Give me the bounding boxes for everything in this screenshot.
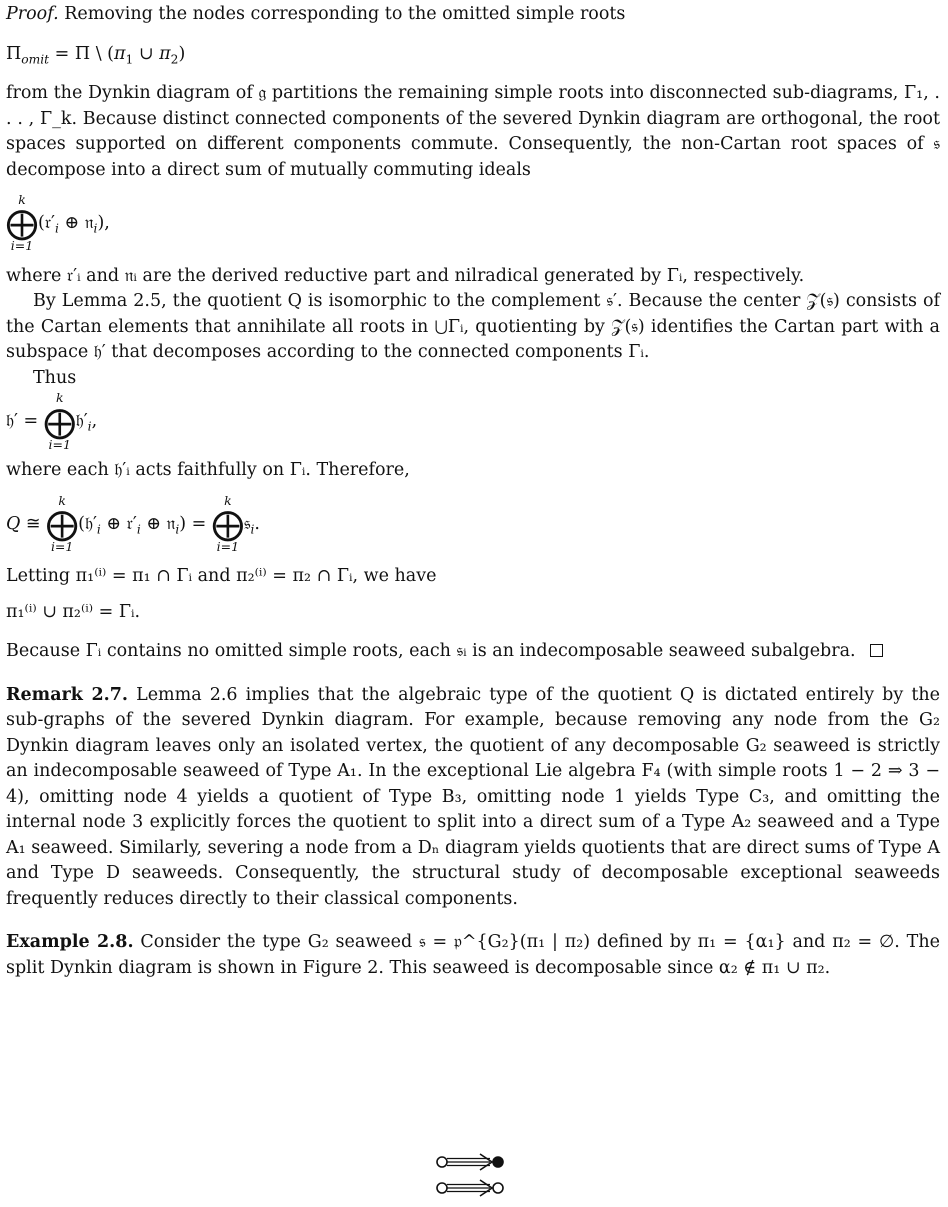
- example-label: Example 2.8.: [6, 932, 134, 953]
- proof-thus: Thus: [33, 367, 77, 388]
- proof-paragraph-4: where each 𝔥′ᵢ acts faithfully on Γᵢ. Therefore,: [6, 460, 410, 480]
- equation-q: Q ≅ k ⨁ i=1 ($𝔥'_i$ ⊕ $𝔯'_i$ ⊕ 𝔫$_i$) = k ⨁ i=1 𝔰$_i$.: [6, 492, 260, 554]
- proof-paragraph-3: By Lemma 2.5, the quotient Q is isomorphic to the complement 𝔰′. Because the center 𝒵(𝔰) consists of the Cartan elements that annihilate all roots in ⋃Γᵢ, quotienting by 𝒵(𝔰) identifies the Cartan part with a subspace 𝔥′ that decomposes according to the connected components Γᵢ.: [6, 291, 940, 363]
- dynkin-node-open-icon: [437, 1157, 447, 1167]
- remark-2-7: [6, 683, 940, 913]
- example-2-8: [6, 930, 940, 981]
- dynkin-bottom-row: [437, 1180, 503, 1196]
- proof-paragraph-5: Letting π₁⁽ⁱ⁾ = π₁ ∩ Γᵢ and π₂⁽ⁱ⁾ = π₂ ∩ Γᵢ, we have: [6, 566, 437, 587]
- qed-square-icon: [870, 644, 883, 657]
- equation-direct-sum: k ⨁ i=1 ($𝔯'_i$ ⊕ 𝔫$_i$),: [6, 192, 110, 254]
- dynkin-node-filled-icon: [493, 1157, 503, 1167]
- dynkin-top-row: [437, 1154, 503, 1170]
- proof-paragraph-6: [6, 639, 940, 665]
- proof-paragraph-1: from the Dynkin diagram of 𝔤 partitions the remaining simple roots into disconnected sub-diagrams, Γ₁, . . . , Γ_k. Because distinct connected components of the severed Dynkin diagram are orthogonal, the root spaces supported on different components commute. Consequently, the non-Cartan root spaces of 𝔰 decompose into a direct sum of mutually commuting ideals: [6, 83, 940, 180]
- proof-paragraph-2: where 𝔯′ᵢ and 𝔫ᵢ are the derived reductive part and nilradical generated by Γᵢ, respectively.: [6, 265, 805, 286]
- dynkin-node-open-icon: [437, 1183, 447, 1193]
- equation-h: 𝔥′ = k ⨁ i=1 $𝔥'_i$,: [6, 390, 98, 452]
- split-dynkin-diagram-figure: [432, 1150, 512, 1205]
- dynkin-node-open-icon: [493, 1183, 503, 1193]
- proof-label: Proof.: [6, 4, 59, 24]
- example-text: Consider the type G₂ seaweed 𝔰 = 𝔭^{G₂}(π₁ | π₂) defined by π₁ = {α₁} and π₂ = ∅. The split Dynkin diagram is shown in Figure 2. This seaweed is decomposable since α₂ ∉ π₁ ∪ π₂.: [6, 932, 940, 978]
- proof-paragraph-6-text: Because Γᵢ contains no omitted simple roots, each 𝔰ᵢ is an indecomposable seaweed subalgebra.: [6, 641, 856, 662]
- remark-label: Remark 2.7.: [6, 684, 129, 705]
- proof-intro-text: Removing the nodes corresponding to the omitted simple roots: [64, 4, 626, 24]
- equation-omit: $\Pi_{omit} = \Pi$ \ ($\pi_1$ ∪ $\pi_2$): [6, 43, 186, 66]
- remark-text: Lemma 2.6 implies that the algebraic type of the quotient Q is dictated entirely by the sub-graphs of the severed Dynkin diagram. For example, because removing any node from the G₂ Dynkin diagram leaves only an isolated vertex, the quotient of any decomposable G₂ seaweed is strictly an indecomposable seaweed of Type A₁. In the exceptional Lie algebra F₄ (with simple roots 1 − 2 ⇒ 3 − 4), omitting node 4 yields a quotient of Type B₃, omitting node 1 yields Type C₃, and omitting the internal node 3 explicitly forces the quotient to split into a direct sum of a Type A₂ seaweed and a Type A₁ seaweed. Similarly, severing a node from a Dₙ diagram yields quotients that are direct sums of Type A and Type D seaweeds. Consequently, the structural study of decomposable exceptional seaweeds frequently reduces directly to their classical components.: [6, 684, 940, 909]
- equation-pi: π₁⁽ⁱ⁾ ∪ π₂⁽ⁱ⁾ = Γᵢ.: [6, 601, 141, 622]
- proof-intro: [6, 2, 940, 28]
